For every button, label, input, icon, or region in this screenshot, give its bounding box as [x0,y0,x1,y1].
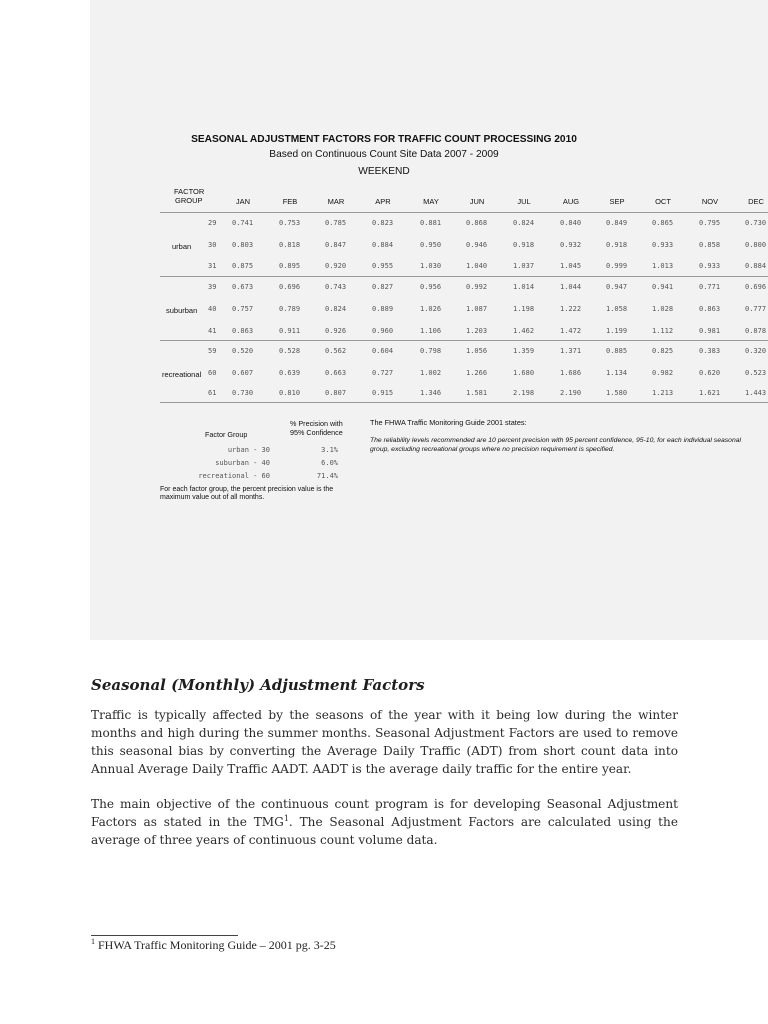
precision-row-label: suburban - 40 [215,459,270,467]
table-rule [160,212,768,213]
precision-factor-group-header: Factor Group [205,430,248,439]
factor-value: 0.999 [606,262,628,270]
precision-note-line1: For each factor group, the percent precision value is the [160,486,334,493]
month-header-may: MAY [423,197,439,206]
factor-value: 1.112 [652,327,674,335]
factor-value: 0.840 [560,219,582,227]
factor-value: 0.523 [745,369,767,377]
factor-value: 0.992 [466,283,488,291]
factor-value: 0.823 [372,219,394,227]
factor-value: 0.982 [652,369,674,377]
factor-value: 0.562 [325,347,347,355]
paragraph-2 [91,795,678,849]
group-label-suburban: suburban [166,306,198,315]
factor-value: 1.359 [513,347,535,355]
factor-value: 1.030 [420,262,442,270]
table-rule [160,340,768,341]
factor-value: 0.881 [420,219,442,227]
factor-value: 0.673 [232,283,254,291]
group-label-recreational: recreational [162,370,202,379]
factor-value: 0.795 [699,219,721,227]
factor-value: 2.198 [513,389,535,397]
factor-value: 0.926 [325,327,347,335]
factor-value: 0.798 [420,347,442,355]
factor-value: 1.581 [466,389,488,397]
factor-value: 0.875 [232,262,254,270]
factor-value: 0.849 [606,219,628,227]
factor-value: 1.040 [466,262,488,270]
factor-group-header-line2: GROUP [175,196,203,205]
factor-value: 1.462 [513,327,535,335]
factor-value: 0.947 [606,283,628,291]
factor-value: 1.203 [466,327,488,335]
factor-value: 0.604 [372,347,394,355]
factor-value: 0.785 [325,219,347,227]
paragraph-2-part-a: The main objective of the continuous count program is for developing Seasonal Adjustment Factors as stated in the TMG [91,797,678,829]
factor-value: 0.920 [325,262,347,270]
factor-value: 0.771 [699,283,721,291]
paragraph-2-part-b: . The Seasonal Adjustment Factors are calculated using the average of three years of continuous count volume data. [91,815,678,847]
site-number: 40 [208,305,217,313]
factor-value: 0.663 [325,369,347,377]
factor-value: 0.933 [699,262,721,270]
factor-value: 0.824 [513,219,535,227]
precision-row-value: 71.4% [316,472,338,480]
month-header-sep: SEP [609,197,625,206]
factor-value: 1.045 [560,262,582,270]
factor-value: 0.824 [325,305,347,313]
factor-value: 1.266 [466,369,488,377]
factor-value: 0.528 [279,347,301,355]
factor-value: 0.946 [466,241,488,249]
factor-value: 0.520 [232,347,254,355]
factor-group-header-line1: FACTOR [174,187,205,196]
factor-value: 0.960 [372,327,394,335]
site-number: 30 [208,241,217,249]
precision-row-value: 3.1% [321,446,338,454]
factor-value: 0.777 [745,305,767,313]
factor-value: 1.056 [466,347,488,355]
site-number: 59 [208,347,217,355]
factor-value: 0.950 [420,241,442,249]
factor-value: 0.730 [232,389,254,397]
fhwa-heading: The FHWA Traffic Monitoring Guide 2001 states: [370,418,527,427]
scanned-table-image [90,0,768,640]
factor-value: 1.472 [560,327,582,335]
factor-value: 0.911 [279,327,301,335]
factor-value: 1.058 [606,305,628,313]
factor-value: 1.087 [466,305,488,313]
factor-value: 0.825 [652,347,674,355]
factor-value: 1.580 [606,389,628,397]
month-header-aug: AUG [562,197,580,206]
factor-value: 1.621 [699,389,721,397]
factor-value: 0.955 [372,262,394,270]
factor-value: 1.680 [513,369,535,377]
precision-header-line1: % Precision with [290,419,343,428]
factor-value: 0.757 [232,305,254,313]
factor-value: 1.213 [652,389,674,397]
factor-value: 1.199 [606,327,628,335]
month-header-dec: DEC [748,197,764,206]
factor-value: 0.743 [325,283,347,291]
factor-value: 1.002 [420,369,442,377]
month-header-apr: APR [375,197,391,206]
site-number: 29 [208,219,217,227]
precision-note-line2: maximum value out of all months. [160,494,265,501]
site-number: 31 [208,262,217,270]
factor-value: 0.933 [652,241,674,249]
factor-value: 0.818 [279,241,301,249]
factor-value: 0.800 [745,241,767,249]
factor-value: 0.932 [560,241,582,249]
footnote-text: FHWA Traffic Monitoring Guide – 2001 pg. 3-25 [95,938,336,952]
factor-value: 0.696 [279,283,301,291]
precision-row-label: urban - 30 [227,446,270,454]
factor-value: 0.827 [372,283,394,291]
factor-value: 1.443 [745,389,767,397]
factor-value: 0.918 [606,241,628,249]
table-period: WEEKEND [358,166,410,177]
month-header-nov: NOV [701,197,719,206]
factor-value: 0.741 [232,219,254,227]
factor-value: 0.941 [652,283,674,291]
month-header-oct: OCT [655,197,671,206]
factor-value: 0.918 [513,241,535,249]
factor-value: 1.222 [560,305,582,313]
factor-value: 0.868 [466,219,488,227]
factor-value: 0.915 [372,389,394,397]
factor-value: 0.895 [279,262,301,270]
footnote-divider [91,935,238,936]
factor-value: 0.320 [745,347,767,355]
factor-value: 0.858 [699,241,721,249]
factor-value: 0.620 [699,369,721,377]
fhwa-quote: The reliability levels recommended are 10 percent precision with 95 percent confidence, 95-10, for each individual seasonal group, excluding recreational groups where no precision requirement is specified. [370,437,742,453]
table-rule [160,276,768,277]
precision-row-value: 6.0% [321,459,338,467]
factor-value: 0.753 [279,219,301,227]
factor-value: 0.727 [372,369,394,377]
factor-value: 0.807 [325,389,347,397]
table-subtitle: Based on Continuous Count Site Data 2007 - 2009 [269,149,499,160]
factor-value: 1.198 [513,305,535,313]
factor-value: 0.730 [745,219,767,227]
factor-value: 0.639 [279,369,301,377]
factor-value: 1.134 [606,369,628,377]
factor-value: 0.847 [325,241,347,249]
precision-header-line2: 95% Confidence [290,428,343,437]
site-number: 39 [208,283,217,291]
factor-value: 0.810 [279,389,301,397]
factor-value: 2.190 [560,389,582,397]
month-header-jan: JAN [235,197,251,206]
site-number: 41 [208,327,217,335]
section-heading: Seasonal (Monthly) Adjustment Factors [91,676,425,694]
factor-value: 0.607 [232,369,254,377]
factor-value: 1.028 [652,305,674,313]
factor-value: 0.383 [699,347,721,355]
month-header-mar: MAR [327,197,345,206]
factor-value: 0.863 [232,327,254,335]
factor-value: 1.686 [560,369,582,377]
factor-value: 0.863 [699,305,721,313]
factor-value: 1.014 [513,283,535,291]
footnote-marker: 1 [91,937,95,946]
table-title: SEASONAL ADJUSTMENT FACTORS FOR TRAFFIC COUNT PROCESSING 2010 [191,134,577,145]
factor-value: 0.865 [652,219,674,227]
factor-value: 0.956 [420,283,442,291]
factor-value: 1.106 [420,327,442,335]
footnote [91,938,336,953]
factor-value: 0.803 [232,241,254,249]
factor-value: 1.037 [513,262,535,270]
factor-value: 0.884 [372,241,394,249]
site-number: 60 [208,369,217,377]
factor-value: 0.878 [745,327,767,335]
table-rule [160,402,768,403]
factor-value: 0.889 [372,305,394,313]
month-header-jul: JUL [517,197,531,206]
factor-value: 1.346 [420,389,442,397]
factor-value: 1.013 [652,262,674,270]
month-header-jun: JUN [469,197,485,206]
factor-value: 1.044 [560,283,582,291]
month-header-feb: FEB [282,197,298,206]
precision-row-label: recreational - 60 [198,472,270,480]
factor-value: 0.696 [745,283,767,291]
site-number: 61 [208,389,217,397]
group-label-urban: urban [172,242,192,251]
paragraph-1: Traffic is typically affected by the seasons of the year with it being low during the winter months and high during the summer months. Seasonal Adjustment Factors are used to remove this seasonal bias by converting the Average Daily Traffic (ADT) from short count data into Annual Average Daily Traffic AADT. AADT is the average daily traffic for the entire year. [91,708,678,776]
factor-value: 1.371 [560,347,582,355]
footnote-reference[interactable]: 1 [283,813,289,823]
factor-value: 0.885 [606,347,628,355]
factor-value: 0.884 [745,262,767,270]
factor-value: 0.981 [699,327,721,335]
factor-value: 0.789 [279,305,301,313]
factor-value: 1.026 [420,305,442,313]
